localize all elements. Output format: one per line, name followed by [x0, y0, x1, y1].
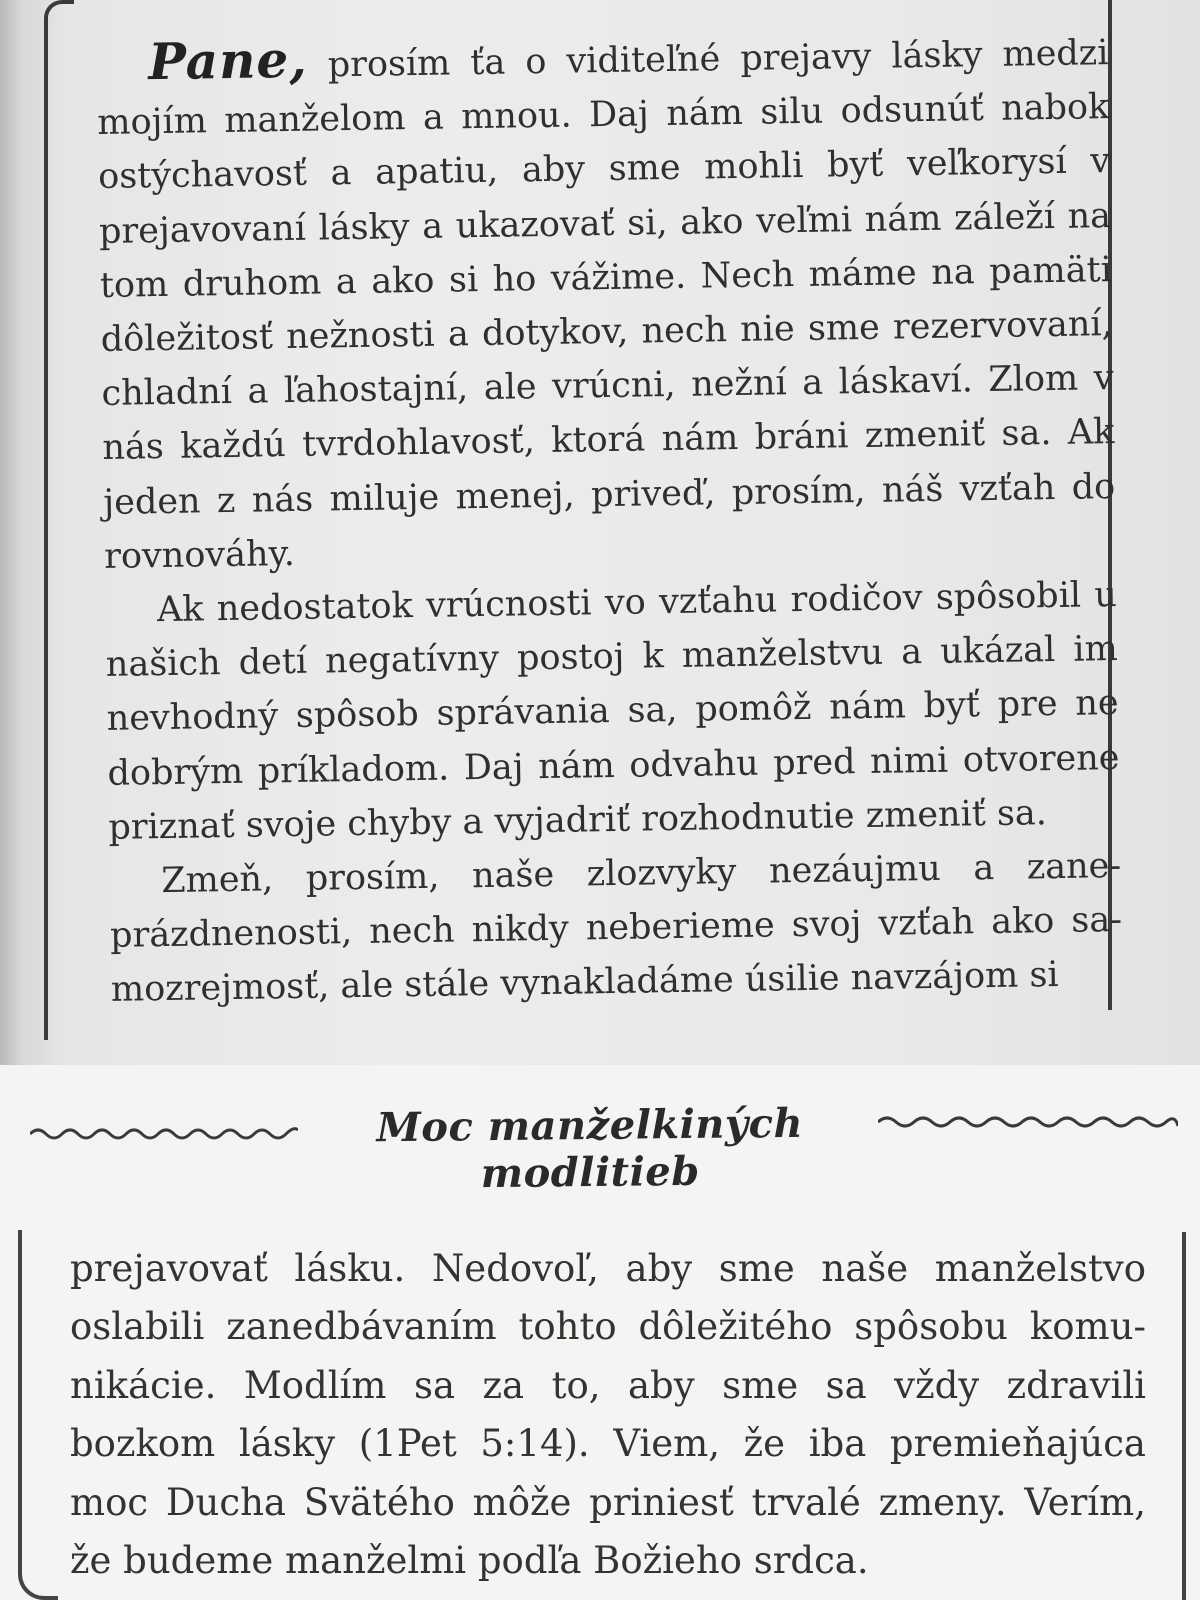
- paragraph-1-text: prosím ťa o viditeľné prejavy lásky medzi mojím manželom a mnou. Daj nám silu odsunúť nabok ostýchavosť a apatiu, aby sme mohli byť veľkorysí v prejavovaní lásky a ukazovať si, ako veľmi nám záleží na tom druhom a ako si ho vážime. Nech máme na pamäti dôležitosť nežnosti a dotykov, nech nie sme rezervovaní, chladní a ľahostajní, ale vrúcni, nežní a láskaví. Zlom v nás každú tvrdohlavosť, ktorá nám bráni zmeniť sa. Ak jeden z nás miluje menej, priveď, prosím, náš vzťah do rovnováhy.: [97, 33, 1116, 577]
- prayer-opener: Pane,: [147, 29, 309, 92]
- frame-ornament-top-left: [44, 0, 74, 20]
- frame-border-bottom-left: [18, 1230, 22, 1570]
- paragraph-4: prejavovať lásku. Nedovoľ, aby sme naše manželstvo oslabili zanedbávaním tohto dôležitého spôsobu komunikácie. Modlím sa za to, aby sme sa vždy zdravili bozkom lásky (1Pet 5:14). Viem, že iba premieňajúca moc Ducha Svätého môže priniesť trvalé zmeny. Verím, že budeme manželmi podľa Božieho srdca.: [70, 1247, 1146, 1583]
- frame-border-bottom-right: [1182, 1232, 1186, 1600]
- paragraph-3: Zmeň, prosím, naše zlozvyky nezáujmu a zaneprázdnenosti, nech nikdy neberieme svoj vzťah ako samozrejmosť, ale stále vynakladáme úsilie navzájom si: [109, 846, 1123, 1011]
- running-header-title: Moc manželkiných modlitieb: [376, 1099, 804, 1198]
- paragraph-1: [96, 20, 1116, 584]
- prayer-text-bottom: [70, 1240, 1146, 1590]
- prayer-text-top: [96, 20, 1123, 1017]
- wave-ornament-left: [30, 1120, 298, 1144]
- frame-border-left: [44, 18, 48, 1040]
- wave-ornament-right: [878, 1110, 1178, 1134]
- paragraph-2: Ak nedostatok vrúcnosti vo vzťahu rodičov spôsobil u našich detí negatívny postoj k manželstvu a ukázal im nevhodný spôsob správania sa, pomôž nám byť pre ne dobrým príkladom. Daj nám odvahu pred nimi otvorene priznať svoje chyby a vyjadriť rozhodnutie zmeniť sa.: [105, 575, 1120, 848]
